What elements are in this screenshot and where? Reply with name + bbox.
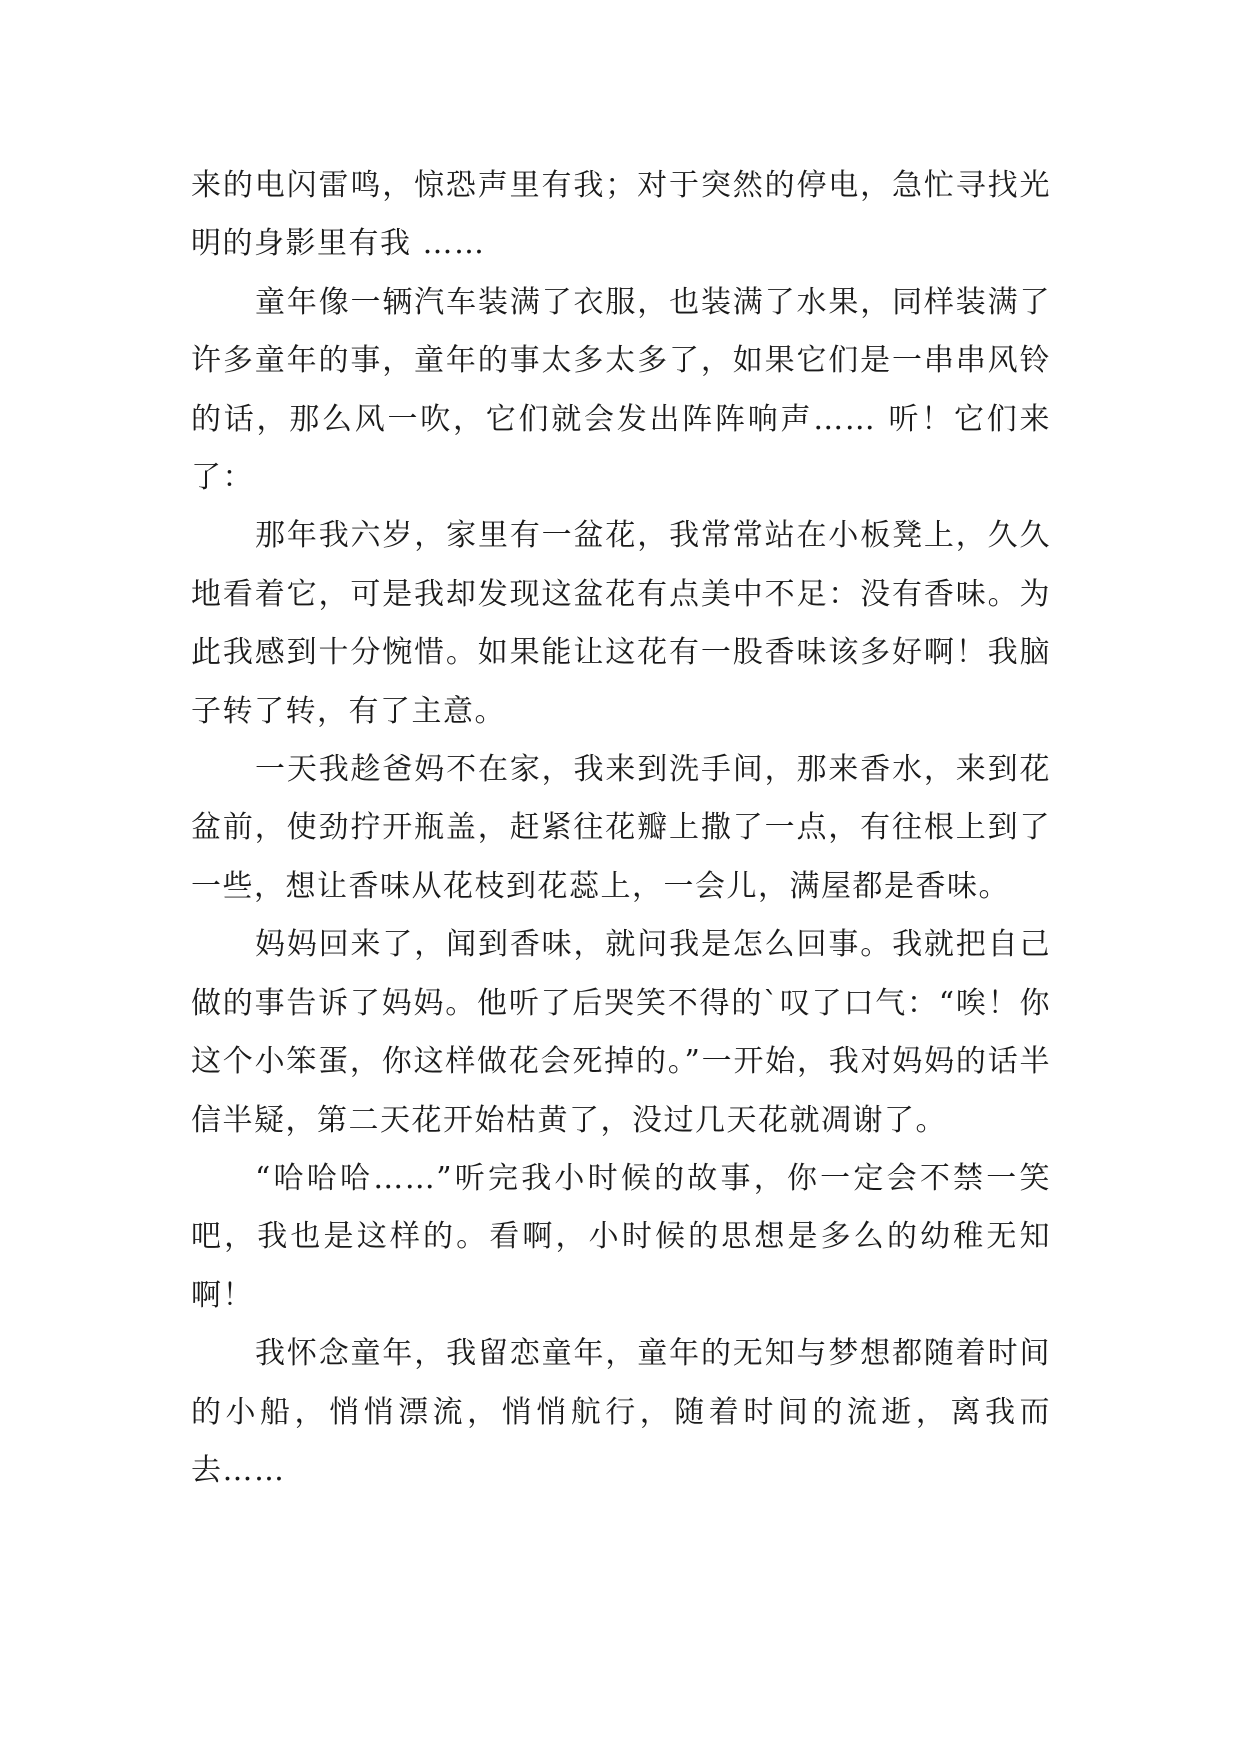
paragraph-4: 一天我趁爸妈不在家，我来到洗手间，那来香水，来到花盆前，使劲拧开瓶盖，赶紧往花瓣上撒了一点，有往根上到了一些，想让香味从花枝到花蕊上，一会儿，满屋都是香味。 (191, 752, 1051, 904)
paragraph-1: 来的电闪雷鸣，惊恐声里有我；对于突然的停电，急忙寻找光明的身影里有我 …… (191, 168, 1051, 262)
paragraph-7: 我怀念童年，我留恋童年，童年的无知与梦想都随着时间的小船，悄悄漂流，悄悄航行，随着时间的流逝，离我而去…… (191, 1336, 1051, 1488)
paragraph-6: “哈哈哈……”听完我小时候的故事，你一定会不禁一笑吧，我也是这样的。看啊，小时候的思想是多么的幼稚无知啊！ (191, 1160, 1051, 1313)
paragraph-5: 妈妈回来了，闻到香味，就问我是怎么回事。我就把自己做的事告诉了妈妈。他听了后哭笑不得的`叹了口气：“唉！你这个小笨蛋，你这样做花会死掉的。”一开始，我对妈妈的话半信半疑，第二天花开始枯黄了，没过几天花就凋谢了。 (191, 927, 1051, 1138)
paragraph-2: 童年像一辆汽车装满了衣服，也装满了水果，同样装满了许多童年的事，童年的事太多太多了，如果它们是一串串风铃的话，那么风一吹，它们就会发出阵阵响声…… 听！它们来了： (191, 284, 1051, 496)
paragraph-3: 那年我六岁，家里有一盆花，我常常站在小板凳上，久久地看着它，可是我却发现这盆花有点美中不足：没有香味。为此我感到十分惋惜。如果能让这花有一股香味该多好啊！我脑子转了转，有了主意。 (191, 518, 1051, 729)
body-text (191, 157, 1051, 1500)
